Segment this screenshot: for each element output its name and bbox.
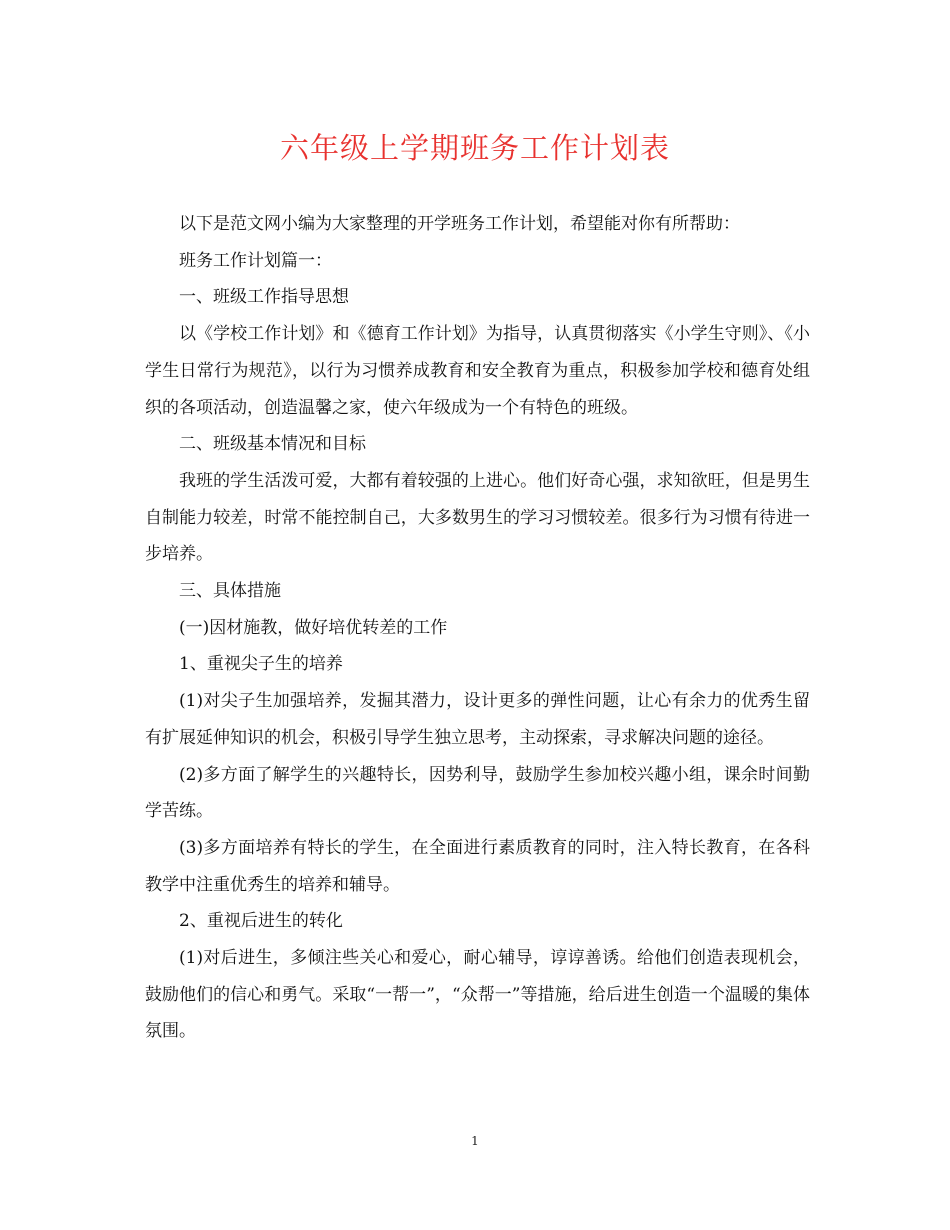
- paragraph-struggling-students-1: (1)对后进生，多倾注些关心和爱心，耐心辅导，谆谆善诱。给他们创造表现机会，鼓励他们的信心和勇气。采取“一帮一”，“众帮一”等措施，给后进生创造一个温暖的集体氛围。: [145, 948, 810, 1042]
- document-title: 六年级上学期班务工作计划表: [279, 131, 670, 165]
- paragraph-class-situation: 我班的学生活泼可爱，大都有着较强的上进心。他们好奇心强，求知欲旺，但是男生自制能力较差，时常不能控制自己，大多数男生的学习习惯较差。很多行为习惯有待进一步培养。: [145, 470, 810, 565]
- paragraph-top-students-2: (2)多方面了解学生的兴趣特长，因势利导，鼓励学生参加校兴趣小组，课余时间勤学苦练。: [145, 764, 810, 822]
- section-heading-guiding-ideology: 一、班级工作指导思想: [179, 287, 349, 308]
- paragraph-top-students-3: (3)多方面培养有特长的学生，在全面进行素质教育的同时，注入特长教育，在各科教学中注重优秀生的培养和辅导。: [145, 837, 810, 895]
- page-number: 1: [471, 1134, 479, 1148]
- paragraph-guiding-ideology: 以《学校工作计划》和《德育工作计划》为指导，认真贯彻落实《小学生守则》、《小学生日常行为规范》，以行为习惯养成教育和安全教育为重点，积极参加学校和德育处组织的各项活动，创造温馨之家，使六年级成为一个有特色的班级。: [145, 324, 810, 418]
- item-heading-top-students: 1、重视尖子生的培养: [179, 654, 343, 675]
- paragraph-top-students-1: (1)对尖子生加强培养，发掘其潜力，设计更多的弹性问题，让心有余力的优秀生留有扩展延伸知识的机会，积极引导学生独立思考，主动探索，寻求解决问题的途径。: [145, 691, 810, 748]
- subsection-heading-teaching: (一)因材施教，做好培优转差的工作: [179, 617, 448, 638]
- paragraph-intro: 以下是范文网小编为大家整理的开学班务工作计划，希望能对你有所帮助：: [179, 214, 740, 234]
- section-heading-class-situation: 二、班级基本情况和目标: [179, 434, 366, 455]
- document-body: [145, 206, 810, 1050]
- item-heading-struggling-students: 2、重视后进生的转化: [179, 911, 343, 932]
- section-heading-measures: 三、具体措施: [179, 581, 281, 602]
- paragraph-plan-heading: 班务工作计划篇一：: [179, 250, 332, 271]
